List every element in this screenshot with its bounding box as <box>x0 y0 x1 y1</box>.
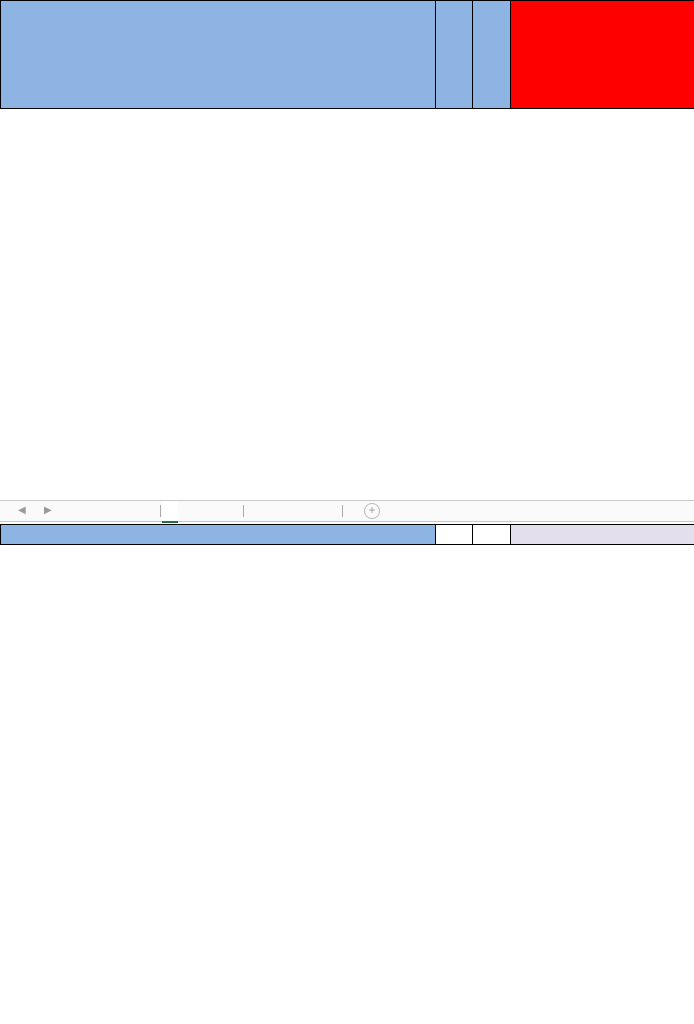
scroll-right-icon[interactable]: ▶ <box>44 505 52 516</box>
subscales-sheet <box>0 524 694 1024</box>
tab-resultados[interactable] <box>162 501 178 523</box>
col-header-t <box>473 1 511 109</box>
tab-hoja-de-captura[interactable] <box>52 501 68 521</box>
scroll-left-icon[interactable]: ◀ <box>18 505 26 516</box>
add-sheet-icon[interactable]: + <box>364 503 380 519</box>
tab-interpretacion[interactable] <box>243 501 259 521</box>
validity-title <box>1 1 436 109</box>
sheet-tab-bar <box>0 500 694 522</box>
scales-table <box>0 0 694 109</box>
col-header-observaciones <box>511 1 694 109</box>
subscales-title <box>1 525 436 545</box>
validity-clinical-sheet <box>0 0 694 500</box>
col-header-bruto <box>436 1 473 109</box>
subscales-table <box>0 524 694 545</box>
